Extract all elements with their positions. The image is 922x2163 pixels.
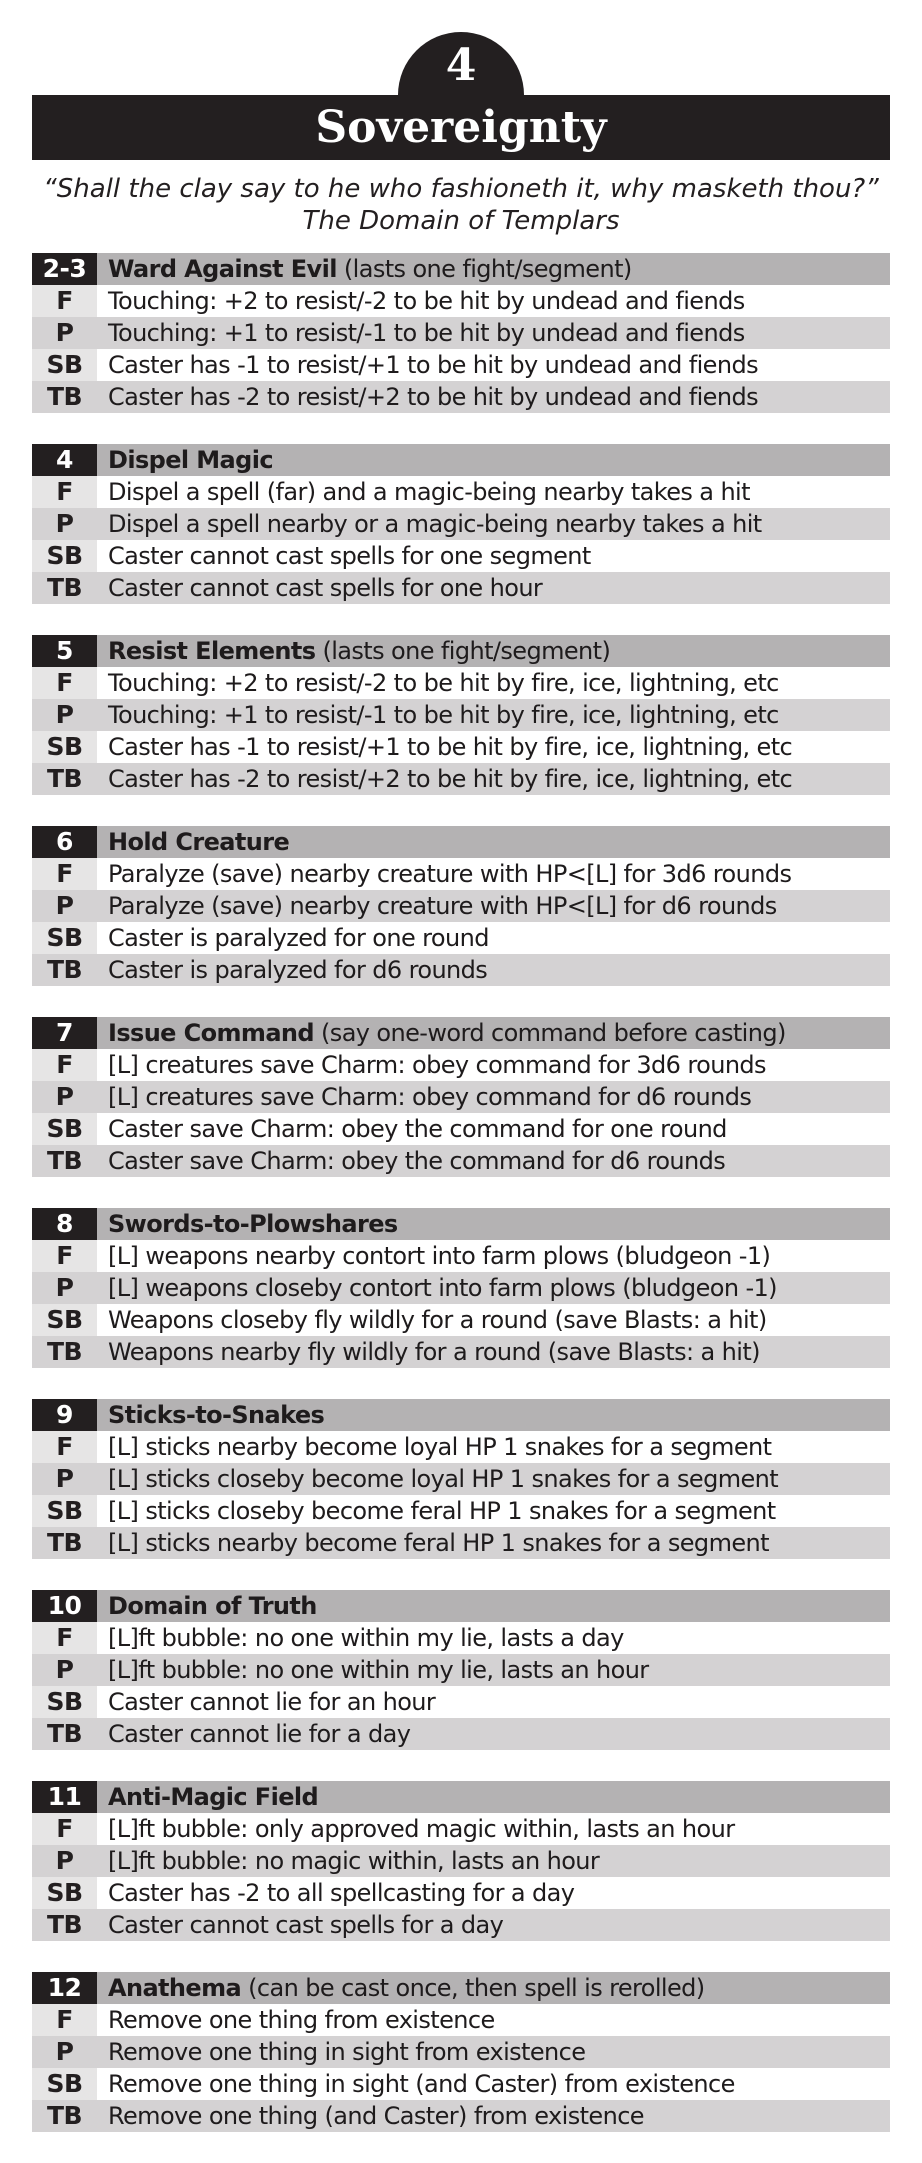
outcome-row xyxy=(32,1495,890,1527)
outcome-text: Remove one thing in sight (and Caster) from existence xyxy=(97,2068,890,2100)
outcome-text: Caster is paralyzed for one round xyxy=(97,922,890,954)
spell-note: (say one-word command before casting) xyxy=(314,1019,786,1047)
outcome-text: [L] weapons nearby contort into farm plows (bludgeon -1) xyxy=(97,1240,890,1272)
roll-number: 8 xyxy=(32,1208,97,1240)
outcome-code: TB xyxy=(32,1336,97,1368)
spell-header-row xyxy=(32,1208,890,1240)
outcome-code: SB xyxy=(32,349,97,381)
outcome-row xyxy=(32,1081,890,1113)
outcome-code: F xyxy=(32,2004,97,2036)
outcome-row xyxy=(32,2004,890,2036)
outcome-code: SB xyxy=(32,1113,97,1145)
spell-header-row xyxy=(32,1590,890,1622)
outcome-row xyxy=(32,1336,890,1368)
spell-table xyxy=(32,253,890,2163)
outcome-text: Caster has -2 to resist/+2 to be hit by undead and fiends xyxy=(97,381,890,413)
outcome-text: [L] sticks closeby become feral HP 1 snakes for a segment xyxy=(97,1495,890,1527)
spell-section xyxy=(32,1399,890,1590)
outcome-row xyxy=(32,1049,890,1081)
outcome-row xyxy=(32,1813,890,1845)
outcome-text: [L] sticks closeby become loyal HP 1 snakes for a segment xyxy=(97,1463,890,1495)
spell-title xyxy=(97,826,890,858)
outcome-code: SB xyxy=(32,540,97,572)
outcome-code: TB xyxy=(32,1527,97,1559)
outcome-code: TB xyxy=(32,572,97,604)
outcome-row xyxy=(32,381,890,413)
outcome-row xyxy=(32,476,890,508)
outcome-row xyxy=(32,1845,890,1877)
outcome-code: TB xyxy=(32,1718,97,1750)
roll-number: 9 xyxy=(32,1399,97,1431)
roll-number: 2-3 xyxy=(32,253,97,285)
outcome-text: Caster cannot cast spells for one segment xyxy=(97,540,890,572)
outcome-code: SB xyxy=(32,2068,97,2100)
outcome-code: TB xyxy=(32,954,97,986)
outcome-code: F xyxy=(32,1622,97,1654)
outcome-text: Remove one thing from existence xyxy=(97,2004,890,2036)
outcome-text: Caster has -1 to resist/+1 to be hit by fire, ice, lightning, etc xyxy=(97,731,890,763)
outcome-text: Dispel a spell (far) and a magic-being nearby takes a hit xyxy=(97,476,890,508)
spell-section xyxy=(32,444,890,635)
roll-number: 11 xyxy=(32,1781,97,1813)
outcome-code: F xyxy=(32,1813,97,1845)
spell-header-row xyxy=(32,1781,890,1813)
outcome-text: Touching: +1 to resist/-1 to be hit by undead and fiends xyxy=(97,317,890,349)
outcome-text: Remove one thing (and Caster) from existence xyxy=(97,2100,890,2132)
spell-title xyxy=(97,253,890,285)
outcome-code: TB xyxy=(32,2100,97,2132)
spell-header-row xyxy=(32,444,890,476)
spell-name: Dispel Magic xyxy=(108,446,273,474)
outcome-code: SB xyxy=(32,1686,97,1718)
outcome-code: P xyxy=(32,1654,97,1686)
outcome-code: P xyxy=(32,508,97,540)
outcome-row xyxy=(32,317,890,349)
outcome-row xyxy=(32,1272,890,1304)
outcome-code: P xyxy=(32,1081,97,1113)
spell-title xyxy=(97,635,890,667)
outcome-text: Touching: +2 to resist/-2 to be hit by fire, ice, lightning, etc xyxy=(97,667,890,699)
spell-name: Sticks-to-Snakes xyxy=(108,1401,325,1429)
outcome-code: F xyxy=(32,476,97,508)
outcome-text: Caster is paralyzed for d6 rounds xyxy=(97,954,890,986)
roll-number: 10 xyxy=(32,1590,97,1622)
outcome-row xyxy=(32,763,890,795)
outcome-row xyxy=(32,540,890,572)
outcome-text: [L] sticks nearby become loyal HP 1 snakes for a segment xyxy=(97,1431,890,1463)
outcome-code: SB xyxy=(32,922,97,954)
outcome-code: SB xyxy=(32,1877,97,1909)
roll-number: 6 xyxy=(32,826,97,858)
spell-title xyxy=(97,1208,890,1240)
outcome-code: F xyxy=(32,1240,97,1272)
chapter-header xyxy=(0,0,922,160)
outcome-code: SB xyxy=(32,1495,97,1527)
spell-section xyxy=(32,1208,890,1399)
outcome-code: F xyxy=(32,1049,97,1081)
outcome-row xyxy=(32,667,890,699)
outcome-text: Caster has -2 to all spellcasting for a day xyxy=(97,1877,890,1909)
outcome-text: Caster cannot lie for an hour xyxy=(97,1686,890,1718)
outcome-code: F xyxy=(32,1431,97,1463)
outcome-row xyxy=(32,508,890,540)
outcome-row xyxy=(32,731,890,763)
spell-name: Resist Elements xyxy=(108,637,316,665)
spell-section xyxy=(32,635,890,826)
spell-header-row xyxy=(32,1399,890,1431)
spell-section xyxy=(32,1017,890,1208)
outcome-row xyxy=(32,1527,890,1559)
outcome-row xyxy=(32,1113,890,1145)
outcome-text: Caster save Charm: obey the command for one round xyxy=(97,1113,890,1145)
outcome-row xyxy=(32,1145,890,1177)
outcome-code: P xyxy=(32,1463,97,1495)
outcome-text: [L]ft bubble: no one within my lie, lasts a day xyxy=(97,1622,890,1654)
roll-number: 4 xyxy=(32,444,97,476)
outcome-text: Caster has -2 to resist/+2 to be hit by fire, ice, lightning, etc xyxy=(97,763,890,795)
chapter-number: 4 xyxy=(445,40,477,91)
outcome-row xyxy=(32,1463,890,1495)
spell-name: Swords-to-Plowshares xyxy=(108,1210,398,1238)
outcome-text: Caster save Charm: obey the command for d6 rounds xyxy=(97,1145,890,1177)
spell-name: Ward Against Evil xyxy=(108,255,337,283)
spell-header-row xyxy=(32,253,890,285)
outcome-text: [L] sticks nearby become feral HP 1 snakes for a segment xyxy=(97,1527,890,1559)
spell-section xyxy=(32,253,890,444)
spell-title xyxy=(97,1590,890,1622)
outcome-text: [L] creatures save Charm: obey command for 3d6 rounds xyxy=(97,1049,890,1081)
outcome-row xyxy=(32,890,890,922)
spell-section xyxy=(32,1972,890,2163)
outcome-row xyxy=(32,285,890,317)
spell-title xyxy=(97,1399,890,1431)
outcome-row xyxy=(32,1718,890,1750)
spell-title xyxy=(97,1781,890,1813)
outcome-row xyxy=(32,954,890,986)
outcome-row xyxy=(32,858,890,890)
outcome-text: [L] creatures save Charm: obey command for d6 rounds xyxy=(97,1081,890,1113)
spell-name: Anathema xyxy=(108,1974,242,2002)
epigraph-quote: “Shall the clay say to he who fashioneth it, why masketh thou?” xyxy=(43,174,879,204)
outcome-text: [L]ft bubble: no magic within, lasts an hour xyxy=(97,1845,890,1877)
outcome-text: Weapons nearby fly wildly for a round (save Blasts: a hit) xyxy=(97,1336,890,1368)
outcome-text: Paralyze (save) nearby creature with HP<[L] for d6 rounds xyxy=(97,890,890,922)
spell-title xyxy=(97,1017,890,1049)
spell-note: (can be cast once, then spell is rerolled) xyxy=(241,1974,705,2002)
spell-header-row xyxy=(32,826,890,858)
outcome-row xyxy=(32,1909,890,1941)
outcome-code: TB xyxy=(32,381,97,413)
outcome-row xyxy=(32,2036,890,2068)
outcome-code: SB xyxy=(32,731,97,763)
outcome-text: Touching: +1 to resist/-1 to be hit by fire, ice, lightning, etc xyxy=(97,699,890,731)
outcome-code: F xyxy=(32,285,97,317)
outcome-text: Caster cannot cast spells for one hour xyxy=(97,572,890,604)
domain-subtitle: The Domain of Templars xyxy=(302,206,620,236)
outcome-text: Weapons closeby fly wildly for a round (save Blasts: a hit) xyxy=(97,1304,890,1336)
outcome-text: [L]ft bubble: only approved magic within, lasts an hour xyxy=(97,1813,890,1845)
spell-section xyxy=(32,826,890,1017)
outcome-row xyxy=(32,1240,890,1272)
spell-title xyxy=(97,444,890,476)
outcome-row xyxy=(32,572,890,604)
outcome-row xyxy=(32,1622,890,1654)
outcome-text: Caster has -1 to resist/+1 to be hit by undead and fiends xyxy=(97,349,890,381)
outcome-text: Caster cannot lie for a day xyxy=(97,1718,890,1750)
chapter-title: Sovereignty xyxy=(315,102,607,153)
outcome-text: Caster cannot cast spells for a day xyxy=(97,1909,890,1941)
outcome-code: P xyxy=(32,699,97,731)
outcome-code: P xyxy=(32,2036,97,2068)
outcome-text: Remove one thing in sight from existence xyxy=(97,2036,890,2068)
spell-note: (lasts one fight/segment) xyxy=(336,255,632,283)
outcome-row xyxy=(32,922,890,954)
outcome-row xyxy=(32,349,890,381)
outcome-text: [L]ft bubble: no one within my lie, lasts an hour xyxy=(97,1654,890,1686)
spell-section xyxy=(32,1590,890,1781)
outcome-code: SB xyxy=(32,1304,97,1336)
outcome-text: Touching: +2 to resist/-2 to be hit by undead and fiends xyxy=(97,285,890,317)
spell-header-row xyxy=(32,1972,890,2004)
outcome-code: P xyxy=(32,890,97,922)
outcome-text: Paralyze (save) nearby creature with HP<[L] for 3d6 rounds xyxy=(97,858,890,890)
spell-header-row xyxy=(32,1017,890,1049)
spell-name: Anti-Magic Field xyxy=(108,1783,319,1811)
outcome-code: F xyxy=(32,858,97,890)
outcome-text: [L] weapons closeby contort into farm plows (bludgeon -1) xyxy=(97,1272,890,1304)
spell-section xyxy=(32,1781,890,1972)
outcome-code: TB xyxy=(32,1145,97,1177)
spell-note: (lasts one fight/segment) xyxy=(315,637,611,665)
spell-name: Domain of Truth xyxy=(108,1592,317,1620)
outcome-row xyxy=(32,1877,890,1909)
outcome-row xyxy=(32,1304,890,1336)
epigraph xyxy=(0,173,922,237)
spell-header-row xyxy=(32,635,890,667)
outcome-text: Dispel a spell nearby or a magic-being nearby takes a hit xyxy=(97,508,890,540)
roll-number: 7 xyxy=(32,1017,97,1049)
outcome-code: P xyxy=(32,1272,97,1304)
roll-number: 5 xyxy=(32,635,97,667)
spell-name: Issue Command xyxy=(108,1019,314,1047)
spell-title xyxy=(97,1972,890,2004)
outcome-code: P xyxy=(32,1845,97,1877)
outcome-row xyxy=(32,1654,890,1686)
outcome-code: TB xyxy=(32,763,97,795)
outcome-code: P xyxy=(32,317,97,349)
outcome-row xyxy=(32,1431,890,1463)
outcome-code: TB xyxy=(32,1909,97,1941)
outcome-code: F xyxy=(32,667,97,699)
outcome-row xyxy=(32,1686,890,1718)
outcome-row xyxy=(32,2068,890,2100)
outcome-row xyxy=(32,2100,890,2132)
roll-number: 12 xyxy=(32,1972,97,2004)
outcome-row xyxy=(32,699,890,731)
spell-name: Hold Creature xyxy=(108,828,290,856)
